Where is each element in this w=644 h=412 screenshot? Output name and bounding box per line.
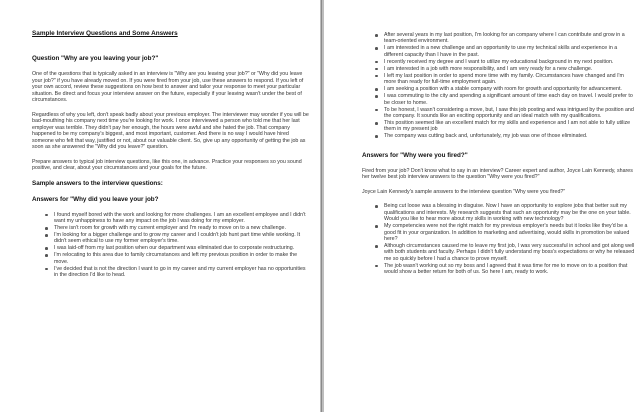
list-item: I'm relocating to this area due to family circumstances and left my previous position in order to make the move. (54, 252, 310, 265)
document-page-left (0, 0, 320, 412)
list-item: I was commuting to the city and spending a significant amount of time each day on travel. I would prefer to be closer to home. (384, 93, 636, 106)
paragraph-fired-intro: Fired from your job? Don't know what to say in an interview? Career expert and author, Joyce Lain Kennedy, shares her twelve best job interview answers to the question "Why were you fired?" (362, 167, 633, 181)
list-item: I was laid-off from my last position when our department was eliminated due to corporate restructuring. (54, 245, 310, 251)
paragraph-fired-samples: Joyce Lain Kennedy's sample answers to the interview question "Why were you fired?" (362, 188, 566, 195)
paragraph-prepare: Prepare answers to typical job interview questions, like this one, in advance. Practice your responses so you sound positive, and clear, about your circumstances and your goals for the future. (32, 158, 302, 171)
list-item: My competencies were not the right match for my previous employer's needs but it looks like they'd be a good fit in your organization. In addition to marketing and advertising, would skills in promotion be valued here? (384, 223, 636, 242)
section-heading-fired: Answers for "Why were you fired?" (362, 151, 468, 159)
list-item: I found myself bored with the work and looking for more challenges. I am an excellent employee and I didn't want my unhappiness to have any impact on the job I was doing for my employer. (54, 212, 310, 225)
list-item: There isn't room for growth with my current employer and I'm ready to move on to a new challenge. (54, 225, 310, 231)
list-item: I'm looking for a bigger challenge and to grow my career and I couldn't job hunt part time while working. It didn't seem ethical to use my former employer's time. (54, 232, 310, 245)
section-heading-sample-answers: Sample answers to the interview questions: (32, 179, 163, 187)
list-item: The job wasn't working out so my boss and I agreed that it was time for me to move on to a position that would show a better return for both of us. So here I am, ready to work. (384, 263, 636, 276)
paragraph-intro: One of the questions that is typically asked in an interview is "Why are you leaving your job?" or "Why did you leave your job?" if you have already moved on. If you were fired from your job, use these answers to respond. If you left of your own accord, review these suggestions on how best to answer and tailor your response to meet your particular situation. Be direct and focus your interview answer on the future, especially if your leaving wasn't under the best of circumstances. (32, 71, 304, 103)
list-item: To be honest, I wasn't considering a move, but, I saw this job posting and was intrigued by the position and the company. It sounds like an exciting opportunity and an ideal match with my qualifications. (384, 107, 636, 120)
answers-leave-list-continued (362, 32, 636, 140)
list-item: Although circumstances caused me to leave my first job, I was very successful in school and got along well with both students and faculty. Perhaps I didn't fully understand my boss's expectations or why he released me so quickly before I had a chance to prove myself. (384, 242, 635, 262)
section-heading-leaving: Question "Why are you leaving your job?" (32, 55, 159, 62)
section-heading-answers-leave: Answers for "Why did you leave your job? (32, 195, 159, 203)
answers-fired-list (362, 203, 636, 275)
document-title: Sample Interview Questions and Some Answers (32, 30, 178, 37)
list-item: The company was cutting back and, unfortunately, my job was one of those eliminated. (384, 133, 636, 139)
list-item: This position seemed like an excellent match for my skills and experience and I am not able to fully utilize them in my present job (384, 120, 636, 133)
page-divider (321, 0, 322, 412)
document-page-right (324, 0, 644, 412)
answers-leave-list (32, 212, 310, 279)
list-item: After several years in my last position, I'm looking for an company where I can contribute and grow in a team-oriented environment. (384, 32, 636, 45)
list-item: I've decided that is not the direction I want to go in my career and my current employer has no opportunities in the direction I'd like to head. (54, 266, 310, 279)
paragraph-regardless: Regardless of why you left, don't speak badly about your previous employer. The interviewer may wonder if you will be bad-mouthing his company next time you're looking for work. I once interviewed a person who told me that her last employer was terrible. They didn't pay her enough, the hours were awful and she hated the job. That company happened to be my company's biggest, and most important, customer. And there is no way I would have hired someone who felt that way, justified or not, about our valuable client. So, give up any opportunity of getting the job as soon as she answered the "Why did you leave?" question. (32, 111, 309, 150)
list-item: Being cut loose was a blessing in disguise. Now I have an opportunity to explore jobs that better suit my qualifications and interests. My research suggests that such an opportunity may be the one on your table. Would you like to hear more about my skills in working with new technology? (384, 203, 636, 222)
list-item: I left my last position in order to spend more time with my family. Circumstances have changed and I'm more than ready for full-time employment again. (384, 73, 636, 86)
list-item: I recently received my degree and I want to utilize my educational background in my next position. (384, 59, 636, 65)
list-item: I am seeking a position with a stable company with room for growth and opportunity for advancement. (384, 86, 636, 92)
list-item: I am interested in a new challenge and an opportunity to use my technical skills and experience in a different capacity than I have in the past. (384, 45, 636, 58)
list-item: I am interested in a job with more responsibility, and I am very ready for a new challenge. (384, 66, 636, 72)
